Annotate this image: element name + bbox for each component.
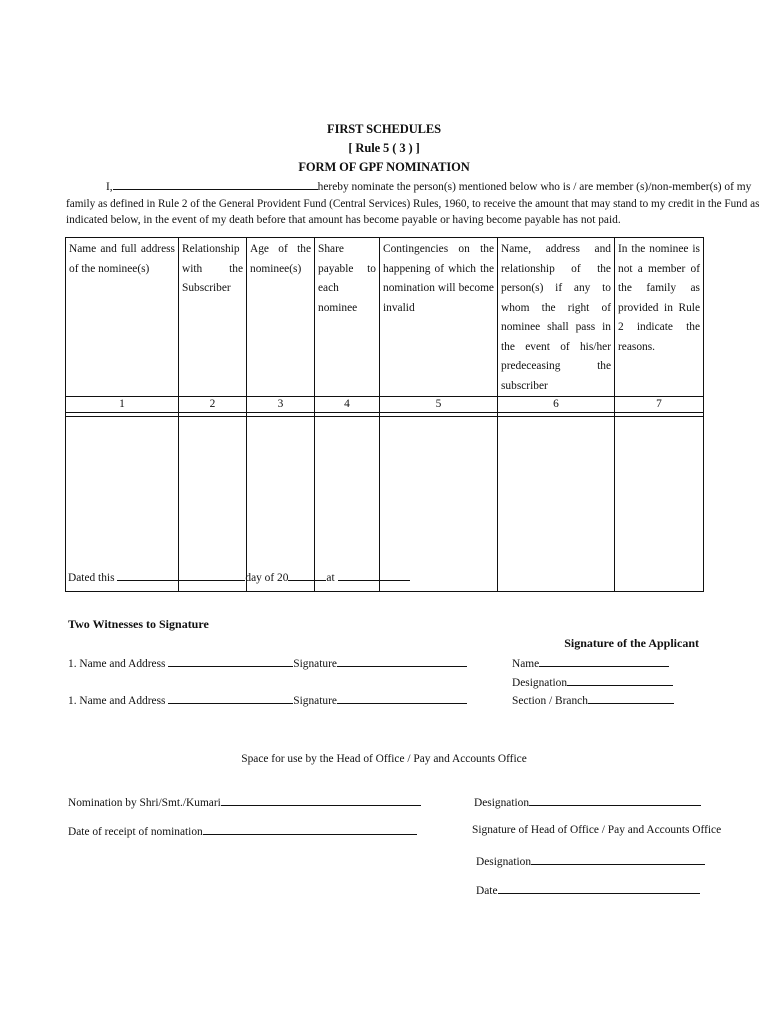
day-of-label: day of 20 [245, 572, 289, 584]
column-number: 4 [315, 397, 380, 413]
declaration-prefix: I, [106, 181, 113, 193]
office-designation-1-label: Designation [474, 797, 530, 809]
contingencies-cell[interactable] [380, 417, 498, 592]
column-header: Name and full address of the nominee(s) [66, 238, 179, 397]
head-of-office-signature-label: Signature of Head of Office / Pay and Accounts Office [472, 824, 722, 836]
table-header-row [66, 238, 704, 397]
rule-reference: [ Rule 5 ( 3 ) ] [348, 141, 420, 155]
office-designation-1-blank[interactable] [529, 795, 701, 806]
share-cell[interactable] [315, 417, 380, 592]
relationship-cell[interactable] [179, 417, 247, 592]
office-date-blank[interactable] [498, 883, 700, 894]
applicant-designation-label: Designation [512, 677, 568, 689]
office-designation-2-blank[interactable] [531, 854, 705, 865]
table-number-row [66, 397, 704, 413]
witness-2-signature-blank[interactable] [337, 693, 467, 704]
date-receipt-blank[interactable] [203, 824, 417, 835]
office-use-heading: Space for use by the Head of Office / Pay and Accounts Office [241, 753, 527, 765]
office-date-line [476, 883, 700, 897]
nomination-by-blank[interactable] [221, 795, 421, 806]
applicant-name-label: Name [512, 658, 540, 670]
applicant-designation-blank[interactable] [567, 675, 673, 686]
office-date-label: Date [476, 885, 498, 897]
nomination-table [65, 237, 704, 592]
nominee-name-cell[interactable] [66, 417, 179, 592]
form-title: FORM OF GPF NOMINATION [298, 160, 470, 174]
at-label: at [326, 572, 335, 584]
date-receipt-line [68, 824, 417, 838]
column-number: 6 [498, 397, 615, 413]
witness-1-signature-blank[interactable] [337, 656, 467, 667]
age-cell[interactable] [247, 417, 315, 592]
dated-this-label: Dated this [68, 572, 115, 584]
witness-1-signature-label: Signature [293, 658, 337, 670]
witnesses-heading: Two Witnesses to Signature [68, 617, 209, 631]
witness-2-signature-label: Signature [293, 695, 337, 707]
witness-1-line [68, 656, 467, 670]
dated-line [68, 570, 410, 584]
subscriber-name-blank[interactable] [113, 179, 318, 190]
applicant-name-blank[interactable] [539, 656, 669, 667]
column-number: 7 [615, 397, 704, 413]
nomination-by-line [68, 795, 421, 809]
applicant-name-line [512, 656, 669, 670]
witness-1-label: 1. Name and Address [68, 658, 166, 670]
year-blank[interactable] [288, 570, 326, 581]
declaration-line3: indicated below, in the event of my death before that amount has become payable or having become payable has not paid. [66, 214, 621, 226]
declaration-paragraph [66, 179, 760, 229]
witness-1-name-blank[interactable] [168, 656, 293, 667]
column-header: Name, address and relationship of the person(s) if any to whom the right of nominee shall pass in the event of his/her predeceasing the subscriber [498, 238, 615, 397]
witness-2-label: 1. Name and Address [68, 695, 166, 707]
office-designation-2-line [476, 854, 705, 868]
office-designation-1-line [474, 795, 701, 809]
column-number: 1 [66, 397, 179, 413]
applicant-signature-heading: Signature of the Applicant [564, 636, 699, 650]
column-header: Contingencies on the happening of which the nomination will become invalid [380, 238, 498, 397]
applicant-designation-line [512, 675, 673, 689]
applicant-section-blank[interactable] [588, 693, 674, 704]
witness-2-line [68, 693, 467, 707]
office-designation-2-label: Designation [476, 856, 532, 868]
table-row [66, 417, 704, 592]
date-receipt-label: Date of receipt of nomination [68, 826, 203, 838]
column-number: 5 [380, 397, 498, 413]
column-header: Relationship with the Subscriber [179, 238, 247, 397]
nomination-by-label: Nomination by Shri/Smt./Kumari [68, 797, 221, 809]
column-number: 2 [179, 397, 247, 413]
place-blank[interactable] [338, 570, 410, 581]
schedule-title: FIRST SCHEDULES [327, 122, 441, 136]
alternate-nominee-cell[interactable] [498, 417, 615, 592]
declaration-line1: hereby nominate the person(s) mentioned below who is / are member (s)/non-member(s) of my [317, 181, 752, 193]
applicant-section-line [512, 693, 674, 707]
column-header: Share payable to each nominee [315, 238, 380, 397]
reasons-cell[interactable] [615, 417, 704, 592]
date-blank[interactable] [117, 570, 245, 581]
declaration-line2: family as defined in Rule 2 of the General Provident Fund (Central Services) Rules, 1960, to receive the amount that may stand to my credit in the Fund as [66, 197, 760, 210]
witness-2-name-blank[interactable] [168, 693, 293, 704]
column-number: 3 [247, 397, 315, 413]
column-header: In the nominee is not a member of the family as provided in Rule 2 indicate the reasons. [615, 238, 704, 397]
column-header: Age of the nominee(s) [247, 238, 315, 397]
applicant-section-label: Section / Branch [512, 695, 588, 707]
